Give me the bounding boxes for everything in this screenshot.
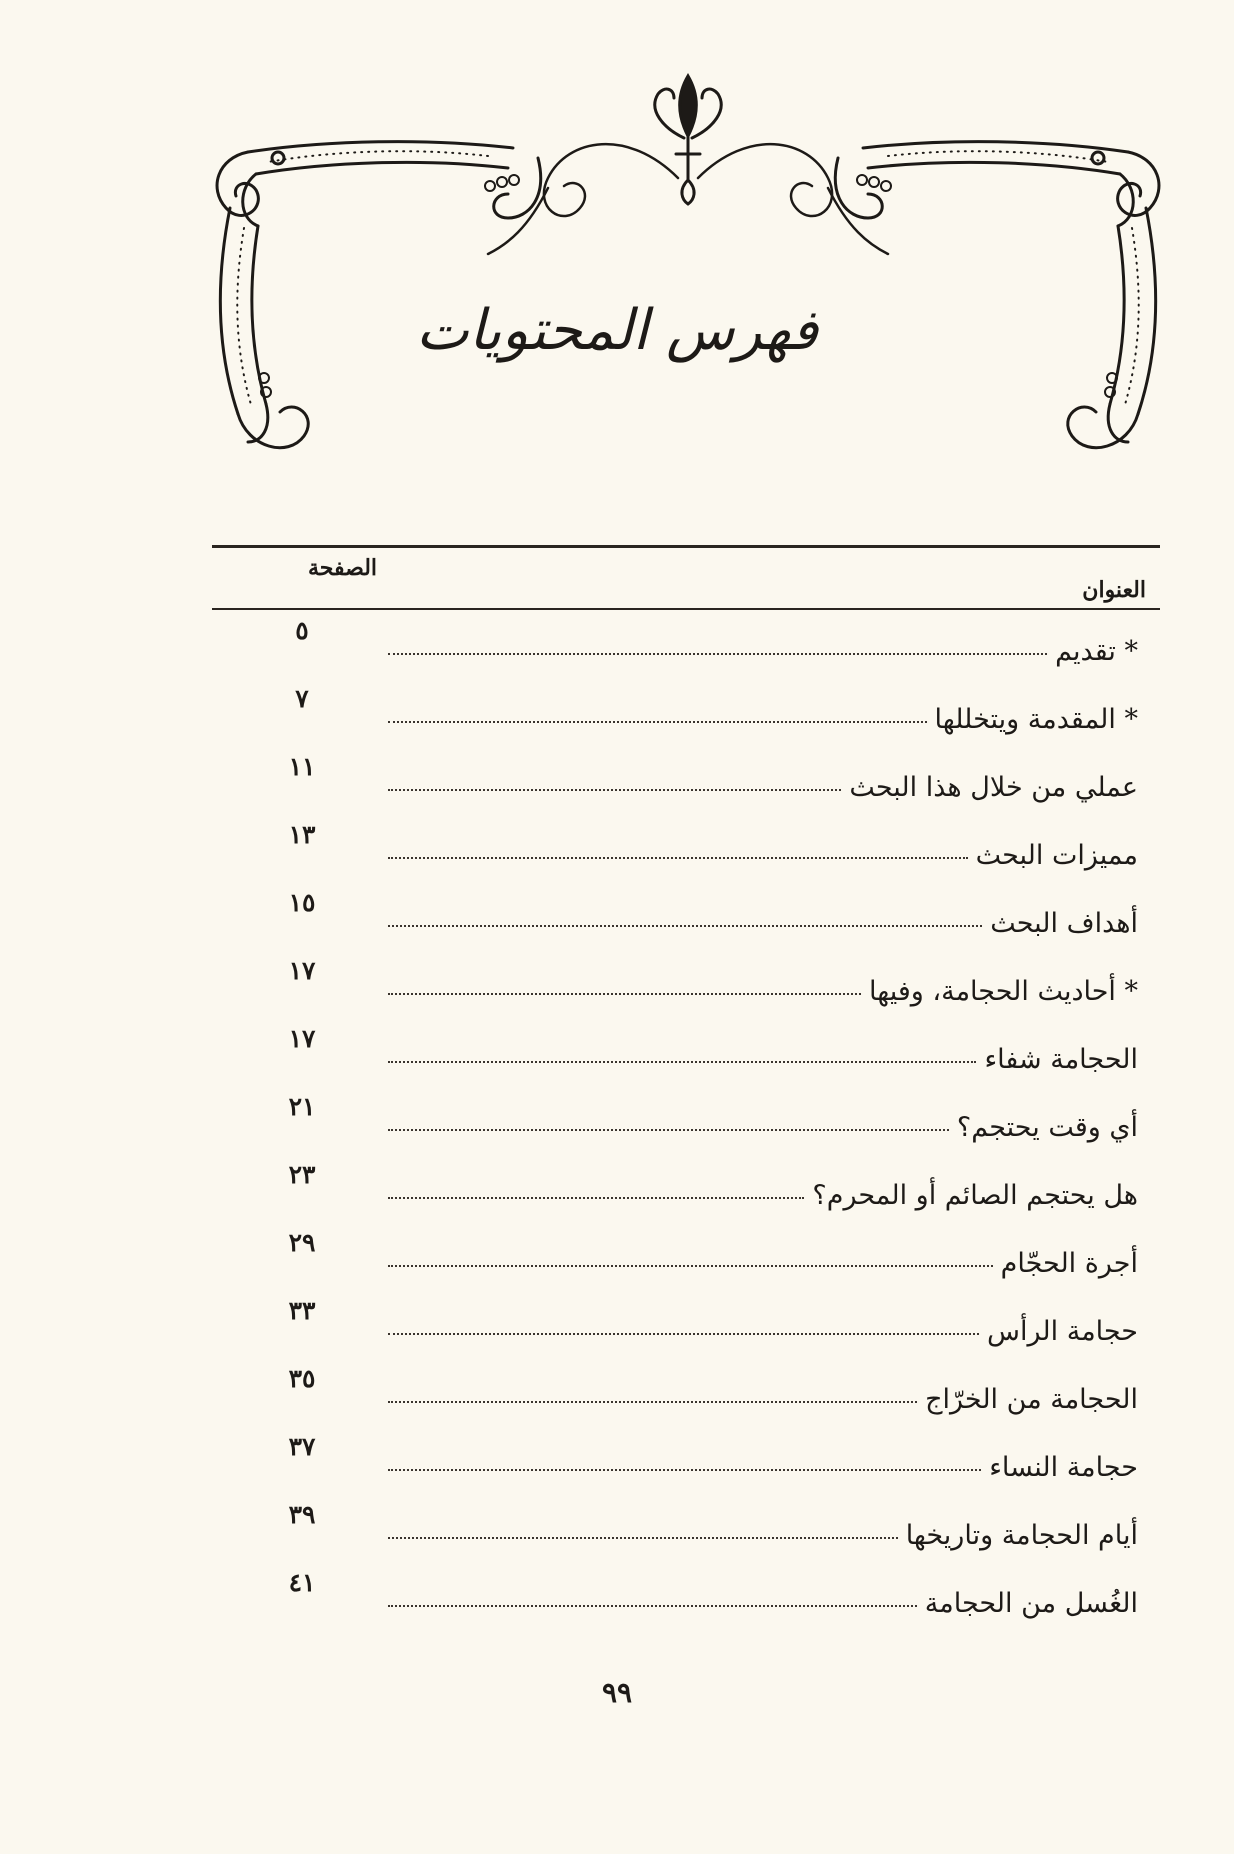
- entry-page-number: ١١: [288, 752, 316, 781]
- entry-title: حجامة النساء: [989, 1452, 1138, 1483]
- dot-leader: [388, 993, 861, 995]
- entry-page-number: ٣٧: [288, 1432, 316, 1461]
- toc-entry: [212, 1562, 1160, 1630]
- dot-leader: [388, 925, 982, 927]
- entry-title: الحجامة من الخرّاج: [925, 1384, 1138, 1415]
- toc-entry: [212, 1086, 1160, 1154]
- toc-header: [212, 548, 1160, 610]
- dot-leader: [388, 857, 968, 859]
- toc-entry: [212, 1018, 1160, 1086]
- dot-leader: [388, 721, 927, 723]
- dot-leader: [388, 1605, 917, 1607]
- entry-page-number: ٧: [295, 684, 309, 713]
- entry-title: حجامة الرأس: [987, 1316, 1138, 1347]
- page-column-header: الصفحة: [308, 555, 378, 581]
- page-title: فهرس المحتويات: [416, 298, 818, 363]
- dot-leader: [388, 1469, 981, 1471]
- entry-page-number: ١٧: [288, 956, 316, 985]
- entry-title: * تقديم: [1055, 636, 1138, 667]
- toc-entry: [212, 1426, 1160, 1494]
- entry-page-number: ١٥: [288, 888, 316, 917]
- table-of-contents: [212, 545, 1160, 1630]
- toc-entry: [212, 814, 1160, 882]
- entry-page-number: ٣٥: [288, 1364, 316, 1393]
- entry-title: أهداف البحث: [990, 908, 1138, 939]
- toc-entries: [212, 610, 1160, 1630]
- dot-leader: [388, 1265, 993, 1267]
- entry-title: * أحاديث الحجامة، وفيها: [869, 976, 1138, 1007]
- toc-entry: [212, 882, 1160, 950]
- entry-page-number: ١٣: [288, 820, 316, 849]
- entry-page-number: ٣٣: [288, 1296, 316, 1325]
- entry-title: أجرة الحجّام: [1000, 1248, 1138, 1279]
- toc-entry: [212, 746, 1160, 814]
- toc-entry: [212, 950, 1160, 1018]
- toc-entry: [212, 1290, 1160, 1358]
- toc-entry: [212, 610, 1160, 678]
- dot-leader: [388, 1401, 917, 1403]
- dot-leader: [388, 1537, 898, 1539]
- dot-leader: [388, 1061, 976, 1063]
- toc-entry: [212, 1358, 1160, 1426]
- entry-page-number: ٢١: [288, 1092, 316, 1121]
- entry-title: الغُسل من الحجامة: [924, 1588, 1138, 1619]
- toc-entry: [212, 678, 1160, 746]
- entry-title: الحجامة شفاء: [984, 1044, 1138, 1075]
- entry-page-number: ٢٩: [288, 1228, 316, 1257]
- entry-title: أيام الحجامة وتاريخها: [905, 1520, 1138, 1551]
- dot-leader: [388, 789, 841, 791]
- entry-title: * المقدمة ويتخللها: [934, 704, 1138, 735]
- entry-page-number: ٢٣: [288, 1160, 316, 1189]
- toc-entry: [212, 1222, 1160, 1290]
- entry-title: مميزات البحث: [975, 840, 1138, 871]
- title-column-header: العنوان: [1082, 577, 1146, 603]
- entry-page-number: ٥: [295, 616, 309, 645]
- entry-title: هل يحتجم الصائم أو المحرم؟: [812, 1180, 1138, 1211]
- dot-leader: [388, 1129, 949, 1131]
- entry-page-number: ٣٩: [288, 1500, 316, 1529]
- ornamental-frame-icon: [208, 58, 1168, 470]
- dot-leader: [388, 1333, 979, 1335]
- entry-page-number: ١٧: [288, 1024, 316, 1053]
- dot-leader: [388, 653, 1047, 655]
- toc-entry: [212, 1154, 1160, 1222]
- entry-page-number: ٤١: [288, 1568, 316, 1597]
- page-number-footer: ٩٩: [601, 1676, 633, 1709]
- entry-title: أي وقت يحتجم؟: [956, 1112, 1138, 1143]
- entry-title: عملي من خلال هذا البحث: [849, 772, 1138, 803]
- dot-leader: [388, 1197, 804, 1199]
- toc-entry: [212, 1494, 1160, 1562]
